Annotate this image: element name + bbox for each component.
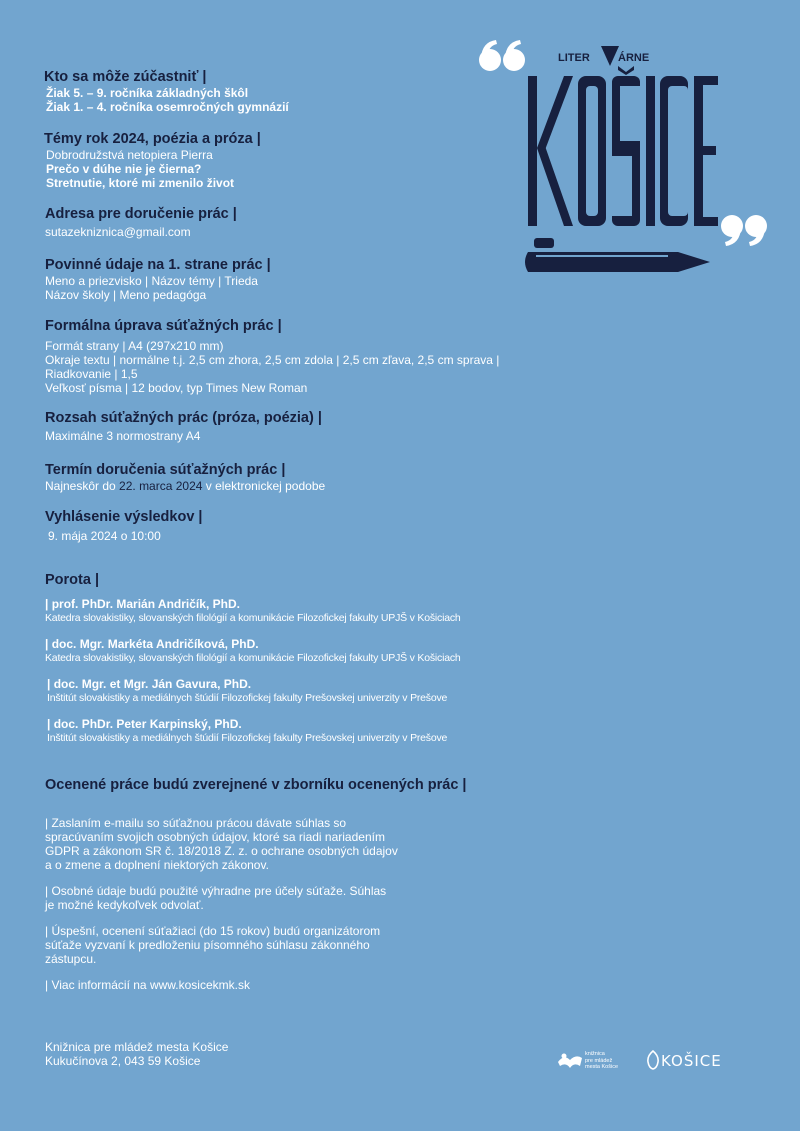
open-quote-icon	[479, 40, 525, 71]
literarne-kosice-logo	[478, 38, 778, 288]
deadline-line	[45, 479, 325, 493]
logo-small-left: LITER	[558, 52, 590, 64]
bird-book-icon	[556, 1050, 584, 1072]
note-line: spracúvaním svojich osobných údajov, ktoré sa riadi nariadením	[45, 830, 385, 844]
city-logo-text: KOŠICE	[661, 1052, 722, 1070]
lib-logo-line: mesta Košice	[585, 1064, 619, 1070]
jury-dept: Inštitút slovakistiky a mediálnych štúdií Filozofickej fakulty Prešovskej univerzity v Prešove	[47, 732, 448, 744]
close-quote-icon	[721, 215, 767, 246]
library-logo	[556, 1050, 626, 1074]
deadline-heading: Termín doručenia súťažných prác |	[45, 462, 286, 478]
pen-icon	[525, 238, 710, 272]
jury-member	[45, 597, 461, 625]
city-emblem-icon	[646, 1050, 660, 1070]
range-heading: Rozsah súťažných prác (próza, poézia) |	[45, 410, 322, 426]
jury-name: | doc. Mgr. et Mgr. Ján Gavura, PhD.	[47, 677, 252, 691]
logo-small-right: ÁRNE	[618, 52, 650, 64]
jury-dept: Katedra slovakistiky, slovanských filológií a komunikácie Filozofickej fakulty UPJŠ v Košiciach	[45, 612, 461, 624]
required-heading: Povinné údaje na 1. strane prác |	[45, 257, 271, 273]
deadline-post: v elektronickej podobe	[202, 479, 326, 493]
topic-line: Prečo v dúhe nie je čierna?	[46, 162, 202, 176]
jury-name: | prof. PhDr. Marián Andričík, PhD.	[45, 597, 240, 611]
address-email: sutazekniznica@gmail.com	[45, 225, 191, 239]
note-block	[45, 978, 465, 992]
note-block	[45, 924, 465, 966]
lib-logo-line: pre mládež	[585, 1057, 613, 1064]
awarded-heading: Ocenené práce budú zverejnené v zborníku ocenených prác |	[45, 777, 467, 793]
footer-line1: Knižnica pre mládež mesta Košice	[45, 1040, 229, 1054]
logo-graphic	[478, 38, 778, 288]
section-required	[45, 256, 271, 302]
format-line: Veľkosť písma | 12 bodov, typ Times New Roman	[45, 381, 308, 395]
note-line: súťaže vyzvaní k predloženiu písomného súhlasu zákonného	[45, 938, 370, 952]
topic-line: Dobrodružstvá netopiera Pierra	[46, 148, 213, 162]
jury-name: | doc. Mgr. Markéta Andričíková, PhD.	[45, 637, 259, 651]
note-line: GDPR a zákonom SR č. 18/2018 Z. z. o ochrane osobných údajov	[45, 844, 398, 858]
format-line: Riadkovanie | 1,5	[45, 367, 138, 381]
range-line: Maximálne 3 normostrany A4	[45, 429, 201, 443]
note-line: a o zmene a doplnení niektorých zákonov.	[45, 858, 269, 872]
format-line: Okraje textu | normálne t.j. 2,5 cm zhora, 2,5 cm zdola | 2,5 cm zľava, 2,5 cm sprava |	[45, 353, 500, 367]
jury-name: | doc. PhDr. Peter Karpinský, PhD.	[47, 717, 242, 731]
deadline-date: 22. marca 2024	[119, 479, 203, 493]
who-line: Žiak 5. – 9. ročníka základných škôl	[46, 86, 249, 100]
address-heading: Adresa pre doručenie prác |	[45, 206, 237, 222]
topic-line: Stretnutie, ktoré mi zmenilo život	[46, 176, 235, 190]
format-heading: Formálna úprava súťažných prác |	[45, 318, 282, 334]
section-notes	[45, 816, 465, 992]
results-line: 9. mája 2024 o 10:00	[48, 529, 161, 543]
required-line: Meno a priezvisko | Názov témy | Trieda	[45, 274, 258, 288]
library-logo-text	[585, 1051, 618, 1071]
section-topics	[44, 130, 261, 190]
who-heading: Kto sa môže zúčastniť |	[44, 69, 207, 85]
section-deadline	[45, 461, 325, 493]
note-line: | Zaslaním e-mailu so súťažnou prácou dávate súhlas so	[45, 816, 347, 830]
lib-logo-line: knižnica	[585, 1051, 605, 1057]
footer-line2: Kukučínova 2, 043 59 Košice	[45, 1054, 201, 1068]
jury-dept: Inštitút slovakistiky a mediálnych štúdií Filozofickej fakulty Prešovskej univerzity v Prešove	[47, 692, 448, 704]
results-heading: Vyhlásenie výsledkov |	[45, 509, 203, 525]
note-line: | Úspešní, ocenení súťažiaci (do 15 rokov) budú organizátorom	[45, 924, 381, 938]
jury-member	[45, 637, 461, 665]
who-line: Žiak 1. – 4. ročníka osemročných gymnázií	[46, 100, 289, 114]
section-awarded	[45, 776, 466, 794]
note-line: je možné kedykoľvek odvolať.	[45, 898, 204, 912]
jury-dept: Katedra slovakistiky, slovanských filológií a komunikácie Filozofickej fakulty UPJŠ v Košiciach	[45, 652, 461, 664]
note-line: | Osobné údaje budú použité výhradne pre účely súťaže. Súhlas	[45, 884, 387, 898]
deadline-pre: Najneskôr do	[45, 479, 120, 493]
v-mark-icon	[601, 46, 619, 66]
jury-member	[47, 717, 461, 745]
section-jury	[45, 571, 461, 745]
required-line: Názov školy | Meno pedagóga	[45, 288, 207, 302]
section-format	[45, 317, 499, 395]
section-range	[45, 409, 322, 443]
footer-address	[45, 1040, 228, 1068]
jury-heading: Porota |	[45, 572, 100, 588]
section-results	[45, 508, 202, 543]
format-line: Formát strany | A4 (297x210 mm)	[45, 339, 224, 353]
note-block	[45, 884, 465, 912]
topics-heading: Témy rok 2024, poézia a próza |	[44, 131, 261, 147]
section-who	[44, 68, 289, 114]
jury-member	[47, 677, 461, 705]
note-line: zástupcu.	[45, 952, 97, 966]
section-address	[45, 205, 237, 239]
more-info-link[interactable]: | Viac informácií na www.kosicekmk.sk	[45, 978, 250, 992]
note-block	[45, 816, 465, 872]
